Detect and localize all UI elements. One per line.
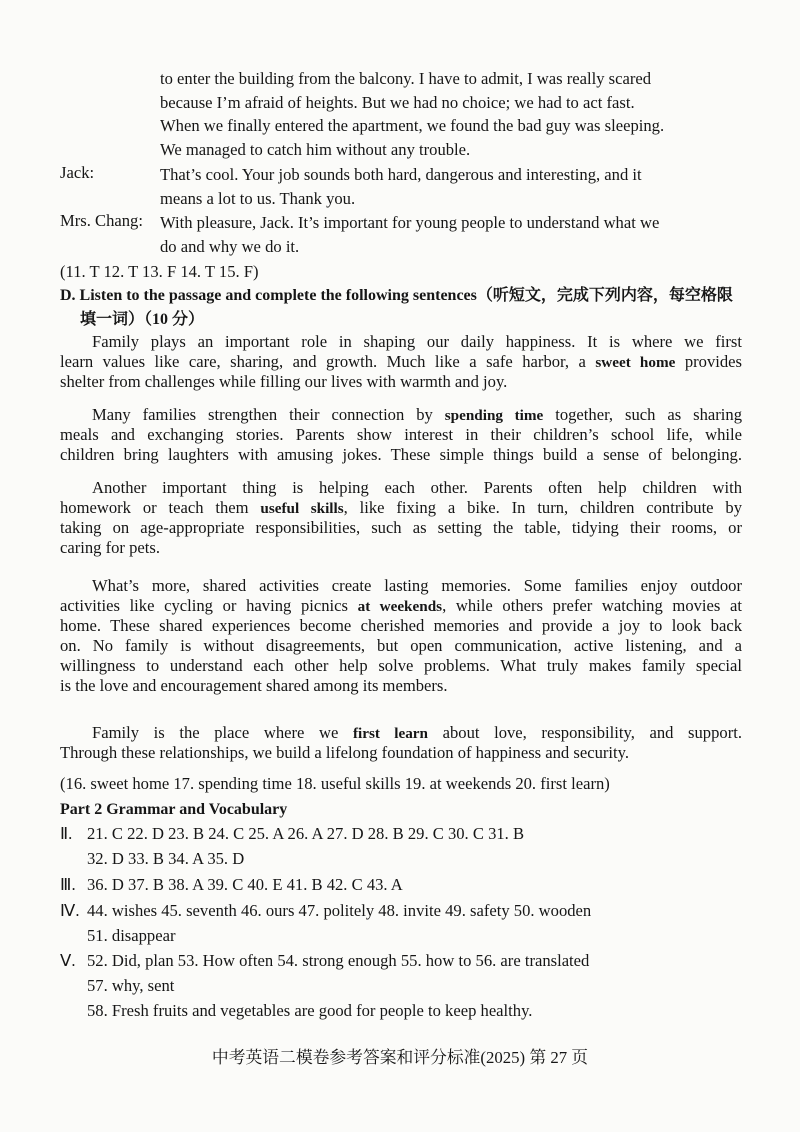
answer-line: 58. Fresh fruits and vegetables are good for people to keep healthy. bbox=[87, 1001, 533, 1020]
passage-line bbox=[60, 723, 742, 743]
answer-line bbox=[60, 898, 591, 923]
section-d-title-line1: D. Listen to the passage and complete the following sentences（听短文，完成下列内容，每空格限 bbox=[60, 287, 733, 304]
text-run: , while others prefer watching movies at bbox=[442, 596, 742, 615]
passage-line: willingness to understand each other help solve problems. What truly makes family special bbox=[60, 656, 742, 675]
answers-iii bbox=[60, 872, 403, 897]
text-run: about love, responsibility, and support. bbox=[427, 723, 742, 742]
roman-numeral: Ⅳ. bbox=[60, 901, 80, 920]
answer-line: 51. disappear bbox=[87, 926, 176, 945]
text-run: homework or teach them bbox=[60, 498, 261, 517]
passage-line: on. No family is without disagreements, but open communication, active listening, and a bbox=[60, 636, 742, 655]
passage-line: caring for pets. bbox=[60, 538, 160, 557]
answer-keyword: sweet home bbox=[595, 354, 676, 371]
passage-paragraph-2 bbox=[60, 405, 742, 465]
passage-line: home. These shared experiences become cherished memories and provide a joy to look back bbox=[60, 616, 742, 635]
roman-numeral: Ⅱ. bbox=[60, 824, 73, 843]
passage-line: meals and exchanging stories. Parents show interest in their children’s school life, while bbox=[60, 425, 742, 444]
answer-keyword: at weekends bbox=[357, 598, 443, 615]
dialogue-line: We managed to catch him without any trouble. bbox=[160, 139, 471, 159]
passage-paragraph-1 bbox=[60, 332, 742, 392]
answers-iv bbox=[60, 898, 591, 948]
page-footer: 中考英语二模卷参考答案和评分标准(2025) 第 27 页 bbox=[211, 1048, 589, 1067]
section-d-title bbox=[60, 284, 733, 332]
answer-line bbox=[60, 821, 524, 846]
answer-line bbox=[60, 948, 589, 973]
passage-line bbox=[60, 405, 742, 425]
passage-line: shelter from challenges while filling our lives with warmth and joy. bbox=[60, 372, 508, 391]
answer-line: 57. why, sent bbox=[87, 976, 175, 995]
dialogue-line: because I’m afraid of heights. But we had no choice; we had to act fast. bbox=[160, 92, 635, 112]
answers-ii bbox=[60, 821, 524, 871]
dialogue-line: means a lot to us. Thank you. bbox=[160, 188, 356, 208]
part2-title: Part 2 Grammar and Vocabulary bbox=[60, 801, 288, 818]
passage-line bbox=[60, 352, 742, 372]
passage-line: Family plays an important role in shaping our daily happiness. It is where we first bbox=[92, 332, 742, 351]
roman-numeral: Ⅴ. bbox=[60, 951, 76, 970]
dialogue-continuation bbox=[60, 67, 748, 161]
answers-v bbox=[60, 948, 589, 1023]
text-run: 52. Did, plan 53. How often 54. strong enough 55. how to 56. are translated bbox=[87, 951, 590, 970]
text-run: learn values like care, sharing, and growth. Much like a safe harbor, a bbox=[60, 352, 596, 371]
answer-line bbox=[60, 872, 403, 897]
answer-keyword: spending time bbox=[444, 407, 544, 424]
text-run: provides bbox=[675, 352, 743, 371]
roman-numeral: Ⅲ. bbox=[60, 875, 76, 894]
text-run: together, such as sharing bbox=[543, 405, 742, 424]
text-run: , like fixing a bike. In turn, children contribute by bbox=[343, 498, 742, 517]
dialogue-line: When we finally entered the apartment, we found the bad guy was sleeping. bbox=[160, 116, 665, 136]
text-run: 36. D 37. B 38. A 39. C 40. E 41. B 42. C 43. A bbox=[87, 875, 403, 894]
passage-line: What’s more, shared activities create lasting memories. Some families enjoy outdoor bbox=[92, 576, 742, 595]
text-run: Many families strengthen their connection by bbox=[92, 405, 445, 424]
dialogue-mrs-chang bbox=[60, 211, 748, 258]
text-run: Family is the place where we bbox=[92, 723, 353, 742]
passage-paragraph-4 bbox=[60, 576, 742, 696]
passage-paragraph-5 bbox=[60, 723, 742, 763]
passage-line: taking on age-appropriate responsibilities, such as setting the table, tidying their rooms, or bbox=[60, 518, 742, 537]
passage-line: Through these relationships, we build a lifelong foundation of happiness and security. bbox=[60, 743, 629, 762]
dialogue-line: to enter the building from the balcony. I have to admit, I was really scared bbox=[160, 69, 652, 88]
speaker-mrs-chang: Mrs. Chang: bbox=[60, 211, 143, 230]
answer-keyword: first learn bbox=[352, 725, 428, 742]
dialogue-line: do and why we do it. bbox=[160, 236, 300, 256]
section-d-title-line2: 填一词）（10 分） bbox=[80, 311, 205, 328]
passage-line bbox=[60, 596, 742, 616]
dialogue-jack bbox=[60, 163, 748, 210]
answer-keyword: useful skills bbox=[260, 500, 344, 517]
answer-line: 32. D 33. B 34. A 35. D bbox=[87, 849, 245, 868]
passage-line: is the love and encouragement shared among its members. bbox=[60, 676, 448, 695]
passage-line: Another important thing is helping each other. Parents often help children with bbox=[92, 478, 742, 497]
dialogue-line: That’s cool. Your job sounds both hard, dangerous and interesting, and it bbox=[160, 165, 642, 184]
text-run: activities like cycling or having picnics bbox=[60, 596, 358, 615]
passage-line bbox=[60, 498, 742, 518]
dialogue-line: With pleasure, Jack. It’s important for young people to understand what we bbox=[160, 213, 660, 232]
passage-paragraph-3 bbox=[60, 478, 742, 558]
answers-d: (16. sweet home 17. spending time 18. useful skills 19. at weekends 20. first learn) bbox=[60, 774, 610, 793]
text-run: 21. C 22. D 23. B 24. C 25. A 26. A 27. D 28. B 29. C 30. C 31. B bbox=[87, 824, 525, 843]
text-run: 44. wishes 45. seventh 46. ours 47. politely 48. invite 49. safety 50. wooden bbox=[87, 901, 592, 920]
passage-line: children bring laughters with amusing jokes. These simple things build a sense of belonging. bbox=[60, 445, 742, 464]
answers-c: (11. T 12. T 13. F 14. T 15. F) bbox=[60, 262, 259, 281]
speaker-jack: Jack: bbox=[60, 163, 95, 182]
